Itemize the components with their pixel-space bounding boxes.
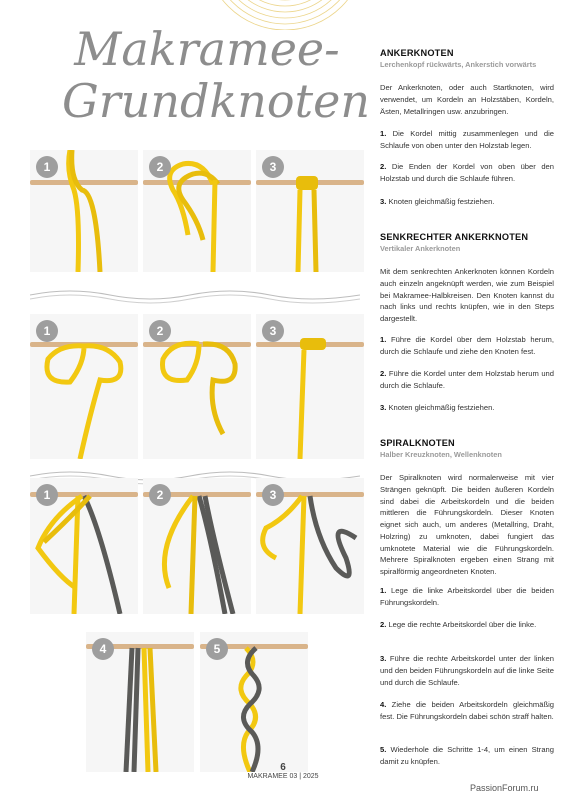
step-photo-senkrecht-1 [30,314,138,459]
page-title [62,22,370,128]
step-text: Führe die Kordel unter dem Holzstab herum und durch die Schlaufe. [380,369,554,390]
step-number: 1. [380,129,387,138]
step-badge: 4 [92,638,114,660]
step-text: Knoten gleichmäßig festziehen. [386,403,495,412]
step-text: Die Enden der Kordel von oben über den Holzstab und durch die Schlaufe führen. [380,162,554,183]
step-badge: 3 [262,320,284,342]
section-intro: Der Spiralknoten wird normalerweise mit vier Strängen geknüpft. Die beiden äußeren Kordeln sind dabei die Arbeitskordeln und die beiden mittleren die Führungskordeln. Dieser Knoten eignet sich auch, um anderes (Metallring, Draht, Holzring) zu umknoten, dabei fungiert das umknotete Material wie die Führungskordeln. Mehrere Spiralknoten ergeben einen Strang mit spiralförmig angeordneten Knoten. [380,473,554,577]
step-photo-anker-1 [30,150,138,272]
instruction-step [380,196,554,208]
instruction-step [380,334,554,358]
step-number: 1. [380,335,387,344]
page-title-line-1: Makramee- [74,22,340,76]
instruction-step [380,402,554,414]
step-photo-anker-3 [256,150,364,272]
step-badge: 3 [262,156,284,178]
publication-label: MAKRAMEE 03 | 2025 [247,773,319,780]
section-subtitle-spiralknoten: Halber Kreuzknoten, Wellenknoten [380,450,502,459]
step-text: Lege die rechte Arbeitskordel über die linke. [386,620,537,629]
step-photo-spiral-2 [143,478,251,614]
step-number: 2. [380,162,387,171]
step-badge: 1 [36,156,58,178]
step-text: Ziehe die beiden Arbeitskordeln gleichmäßig fest. Die Führungskordeln dabei schön straff halten. [380,700,554,721]
instruction-step [380,585,554,609]
step-photo-senkrecht-3 [256,314,364,459]
step-badge: 3 [262,484,284,506]
step-text: Führe die Kordel über dem Holzstab herum, durch die Schlaufe und ziehe den Knoten fest. [380,335,554,356]
section-title-senkrechter-ankerknoten: SENKRECHTER ANKERKNOTEN [380,232,529,242]
instruction-step [380,699,554,723]
step-photo-spiral-4 [86,632,194,772]
instruction-step [380,653,554,688]
step-badge: 2 [149,156,171,178]
page-number: 6 [280,762,286,773]
section-title-spiralknoten: SPIRALKNOTEN [380,438,455,448]
watermark: PassionForum.ru [470,783,539,793]
instruction-step [380,368,554,392]
section-intro: Der Ankerknoten, oder auch Startknoten, wird verwendet, um Kordeln an Holzstäben, Kordeln, Ästen, Metallringen usw. anzubringen. [380,83,554,116]
section-divider-wave [30,285,360,305]
instruction-step [380,619,554,631]
section-title-ankerknoten: ANKERKNOTEN [380,48,454,58]
step-text: Knoten gleichmäßig festziehen. [386,197,495,206]
step-badge: 2 [149,484,171,506]
instruction-step [380,161,554,185]
step-photo-senkrecht-2 [143,314,251,459]
step-number: 1. [380,586,387,595]
step-text: Lege die linke Arbeitskordel über die beiden Führungskordeln. [380,586,554,607]
step-badge: 1 [36,320,58,342]
step-number: 3. [380,654,387,663]
section-subtitle-senkrechter-ankerknoten: Vertikaler Ankerknoten [380,244,461,253]
step-number: 3. [380,403,387,412]
step-photo-anker-2 [143,150,251,272]
step-photo-spiral-5 [200,632,308,772]
step-badge: 1 [36,484,58,506]
page-footer [245,762,321,780]
step-text: Führe die rechte Arbeitskordel unter der linken und den beiden Führungskordeln auf die linke Seite und durch die Schlaufe. [380,654,554,687]
step-text: Die Kordel mittig zusammenlegen und die Schlaufe von oben unter den Holzstab legen. [380,129,554,150]
section-intro: Mit dem senkrechten Ankerknoten können Kordeln auch einzeln angeknüpft werden, wie zum Beispiel bei Makramee-Halbkreisen. Den Knoten kannst du nach links und rechts knüpfen, wie in den Steps dargestellt. [380,267,554,324]
step-badge: 5 [206,638,228,660]
instruction-step [380,744,554,768]
step-number: 2. [380,369,387,378]
step-number: 5. [380,745,387,754]
step-photo-spiral-3 [256,478,364,614]
step-photo-spiral-1 [30,478,138,614]
step-number: 2. [380,620,387,629]
page-title-line-2: Grundknoten [62,74,370,128]
instruction-step [380,128,554,152]
step-badge: 2 [149,320,171,342]
step-text: Wiederhole die Schritte 1-4, um einen Strang damit zu knüpfen. [380,745,554,766]
step-number: 3. [380,197,387,206]
section-subtitle-ankerknoten: Lerchenkopf rückwärts, Ankerstich vorwärts [380,60,537,69]
step-number: 4. [380,700,387,709]
